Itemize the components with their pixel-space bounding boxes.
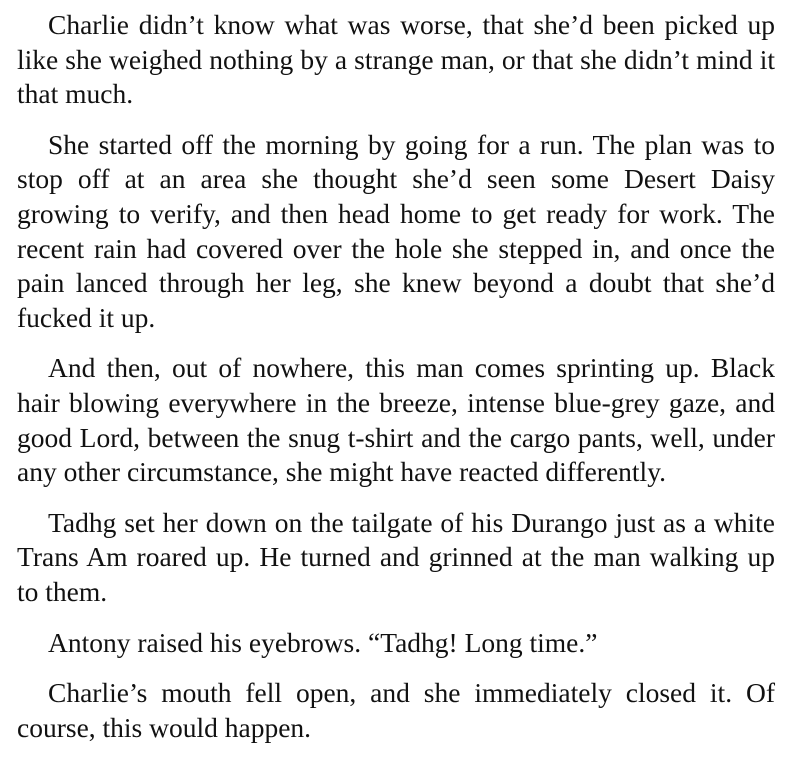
paragraph-1: Charlie didn’t know what was worse, that she’d been picked up like she weighed nothing by a strange man, or that she didn’t mind it that much. <box>17 9 775 110</box>
paragraph-2: She started off the morning by going for a run. The plan was to stop off at an area she thought she’d seen some Desert Daisy growing to verify, and then head home to get ready for work. The recent rain had covered over the hole she stepped in, and once the pain lanced through her leg, she knew beyond a doubt that she’d fucked it up. <box>17 128 775 333</box>
paragraph-6: Charlie’s mouth fell open, and she immediately closed it. Of course, this would happen. <box>17 677 775 743</box>
paragraph-3: And then, out of nowhere, this man comes sprinting up. Black hair blowing everywhere in the breeze, intense blue-grey gaze, and good Lord, between the snug t-shirt and the cargo pants, well, under any other circumstance, she might have reacted differently. <box>17 352 775 488</box>
paragraph-4: Tadhg set her down on the tailgate of his Durango just as a white Trans Am roared up. He turned and grinned at the man walking up to them. <box>17 506 775 607</box>
paragraph-5: Antony raised his eyebrows. “Tadhg! Long time.” <box>48 626 598 658</box>
